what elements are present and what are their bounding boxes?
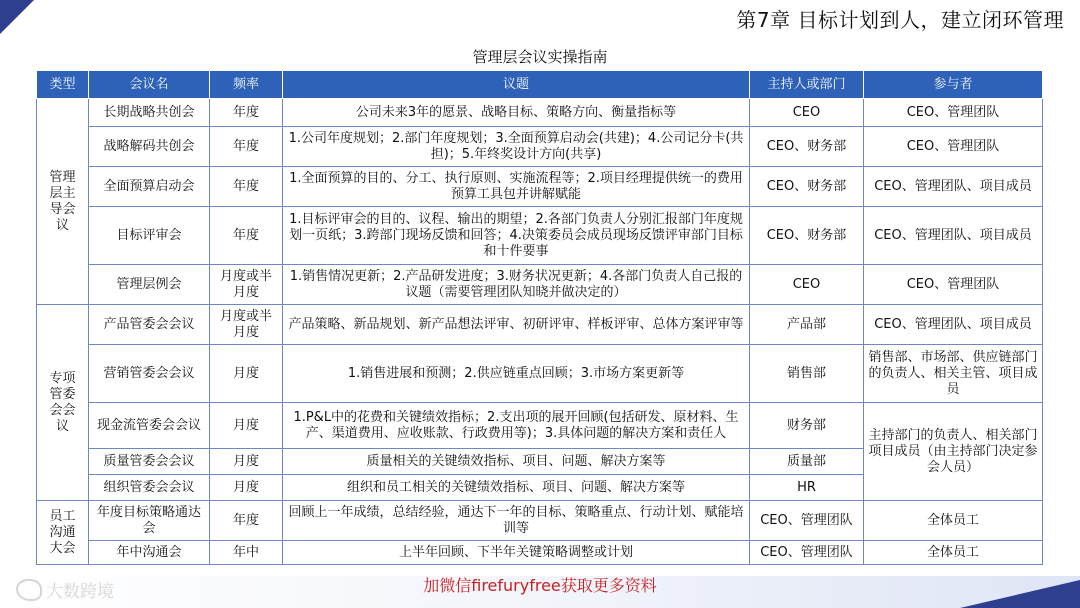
table-header-row xyxy=(37,71,1043,99)
meeting-name-cell: 年中沟通会 xyxy=(89,541,210,565)
participants-cell: 销售部、市场部、供应链部门的负责人、相关主管、项目成员 xyxy=(864,345,1043,403)
host-cell: CEO、财务部 xyxy=(750,127,864,167)
host-cell: CEO xyxy=(750,99,864,127)
table-row xyxy=(37,345,1043,403)
participants-cell: CEO、管理团队 xyxy=(864,127,1043,167)
meeting-name-cell: 全面预算启动会 xyxy=(89,167,210,207)
topic-cell: 1.目标评审会的目的、议程、输出的期望；2.各部门负责人分别汇报部门年度规划一页纸；3.跨部门现场反馈和回答；4.决策委员会成员现场反馈评审部门目标和十件要事 xyxy=(283,207,750,265)
meeting-name-cell: 管理层例会 xyxy=(89,265,210,305)
meeting-name-cell: 长期战略共创会 xyxy=(89,99,210,127)
participants-cell: 全体员工 xyxy=(864,501,1043,541)
meeting-name-cell: 营销管委会会议 xyxy=(89,345,210,403)
meeting-name-cell: 组织管委会会议 xyxy=(89,475,210,501)
type-cell: 员工沟通大会 xyxy=(37,501,89,565)
meeting-name-cell: 年度目标策略通达会 xyxy=(89,501,210,541)
host-cell: 财务部 xyxy=(750,403,864,449)
participants-cell: CEO、管理团队、项目成员 xyxy=(864,305,1043,345)
frequency-cell: 年度 xyxy=(210,501,283,541)
topic-cell: 公司未来3年的愿景、战略目标、策略方向、衡量指标等 xyxy=(283,99,750,127)
topic-cell: 1.销售进展和预测；2.供应链重点回顾；3.市场方案更新等 xyxy=(283,345,750,403)
host-cell: CEO、管理团队 xyxy=(750,501,864,541)
frequency-cell: 月度或半月度 xyxy=(210,265,283,305)
meeting-guide-table xyxy=(36,70,1043,565)
table-row xyxy=(37,167,1043,207)
frequency-cell: 年中 xyxy=(210,541,283,565)
meeting-name-cell: 战略解码共创会 xyxy=(89,127,210,167)
topic-cell: 1.销售情况更新；2.产品研发进度；3.财务状况更新；4.各部门负责人自己报的议题（需要管理团队知晓并做决定的） xyxy=(283,265,750,305)
frequency-cell: 月度 xyxy=(210,475,283,501)
type-cell: 专项管委会会议 xyxy=(37,305,89,501)
topic-cell: 上半年回顾、下半年关键策略调整或计划 xyxy=(283,541,750,565)
topic-cell: 质量相关的关键绩效指标、项目、问题、解决方案等 xyxy=(283,449,750,475)
promo-text: 加微信firefuryfree获取更多资料 xyxy=(423,576,657,595)
table-row xyxy=(37,403,1043,449)
frequency-cell: 月度 xyxy=(210,449,283,475)
table-row xyxy=(37,265,1043,305)
watermark xyxy=(16,577,114,602)
topic-cell: 1.P&L中的花费和关键绩效指标；2.支出项的展开回顾(包括研发、原材料、生产、渠道费用、应收账款、行政费用等)；3.具体问题的解决方案和责任人 xyxy=(283,403,750,449)
column-header-frequency: 频率 xyxy=(210,71,283,99)
watermark-logo-icon xyxy=(16,579,42,601)
host-cell: CEO xyxy=(750,265,864,305)
column-header-participants: 参与者 xyxy=(864,71,1043,99)
watermark-text: 大数跨境 xyxy=(46,582,114,602)
participants-cell: CEO、管理团队、项目成员 xyxy=(864,207,1043,265)
participants-cell: 主持部门的负责人、相关部门项目成员（由主持部门决定参会人员） xyxy=(864,403,1043,501)
topic-cell: 回顾上一年成绩，总结经验，通达下一年的目标、策略重点、行动计划、赋能培训等 xyxy=(283,501,750,541)
participants-cell: CEO、管理团队、项目成员 xyxy=(864,167,1043,207)
table-row xyxy=(37,501,1043,541)
host-cell: CEO、管理团队 xyxy=(750,541,864,565)
frequency-cell: 月度 xyxy=(210,345,283,403)
frequency-cell: 月度或半月度 xyxy=(210,305,283,345)
participants-cell: 全体员工 xyxy=(864,541,1043,565)
chapter-title: 第7章 目标计划到人，建立闭环管理 xyxy=(736,8,1064,32)
table-row xyxy=(37,207,1043,265)
frequency-cell: 月度 xyxy=(210,403,283,449)
table-row xyxy=(37,541,1043,565)
meeting-name-cell: 产品管委会会议 xyxy=(89,305,210,345)
participants-cell: CEO、管理团队 xyxy=(864,265,1043,305)
column-header-type: 类型 xyxy=(37,71,89,99)
frequency-cell: 年度 xyxy=(210,207,283,265)
meeting-name-cell: 现金流管委会会议 xyxy=(89,403,210,449)
frequency-cell: 年度 xyxy=(210,167,283,207)
table-row xyxy=(37,127,1043,167)
topic-cell: 产品策略、新品规划、新产品想法评审、初研评审、样板评审、总体方案评审等 xyxy=(283,305,750,345)
host-cell: CEO、财务部 xyxy=(750,167,864,207)
host-cell: 销售部 xyxy=(750,345,864,403)
meeting-name-cell: 质量管委会会议 xyxy=(89,449,210,475)
frequency-cell: 年度 xyxy=(210,99,283,127)
host-cell: 产品部 xyxy=(750,305,864,345)
participants-cell: CEO、管理团队 xyxy=(864,99,1043,127)
type-cell: 管理层主导会议 xyxy=(37,99,89,305)
host-cell: 质量部 xyxy=(750,449,864,475)
topic-cell: 组织和员工相关的关键绩效指标、项目、问题、解决方案等 xyxy=(283,475,750,501)
column-header-host: 主持人或部门 xyxy=(750,71,864,99)
topic-cell: 1.全面预算的目的、分工、执行原则、实施流程等；2.项目经理提供统一的费用预算工具包并讲解赋能 xyxy=(283,167,750,207)
host-cell: HR xyxy=(750,475,864,501)
table-caption: 管理层会议实操指南 xyxy=(472,48,608,66)
table-row xyxy=(37,305,1043,345)
host-cell: CEO、财务部 xyxy=(750,207,864,265)
column-header-topic: 议题 xyxy=(283,71,750,99)
topic-cell: 1.公司年度规划；2.部门年度规划；3.全面预算启动会(共建)；4.公司记分卡(共担)；5.年终奖设计方向(共享) xyxy=(283,127,750,167)
corner-decoration-top-left xyxy=(0,0,34,34)
meeting-name-cell: 目标评审会 xyxy=(89,207,210,265)
frequency-cell: 年度 xyxy=(210,127,283,167)
column-header-meeting-name: 会议名 xyxy=(89,71,210,99)
table-row xyxy=(37,99,1043,127)
